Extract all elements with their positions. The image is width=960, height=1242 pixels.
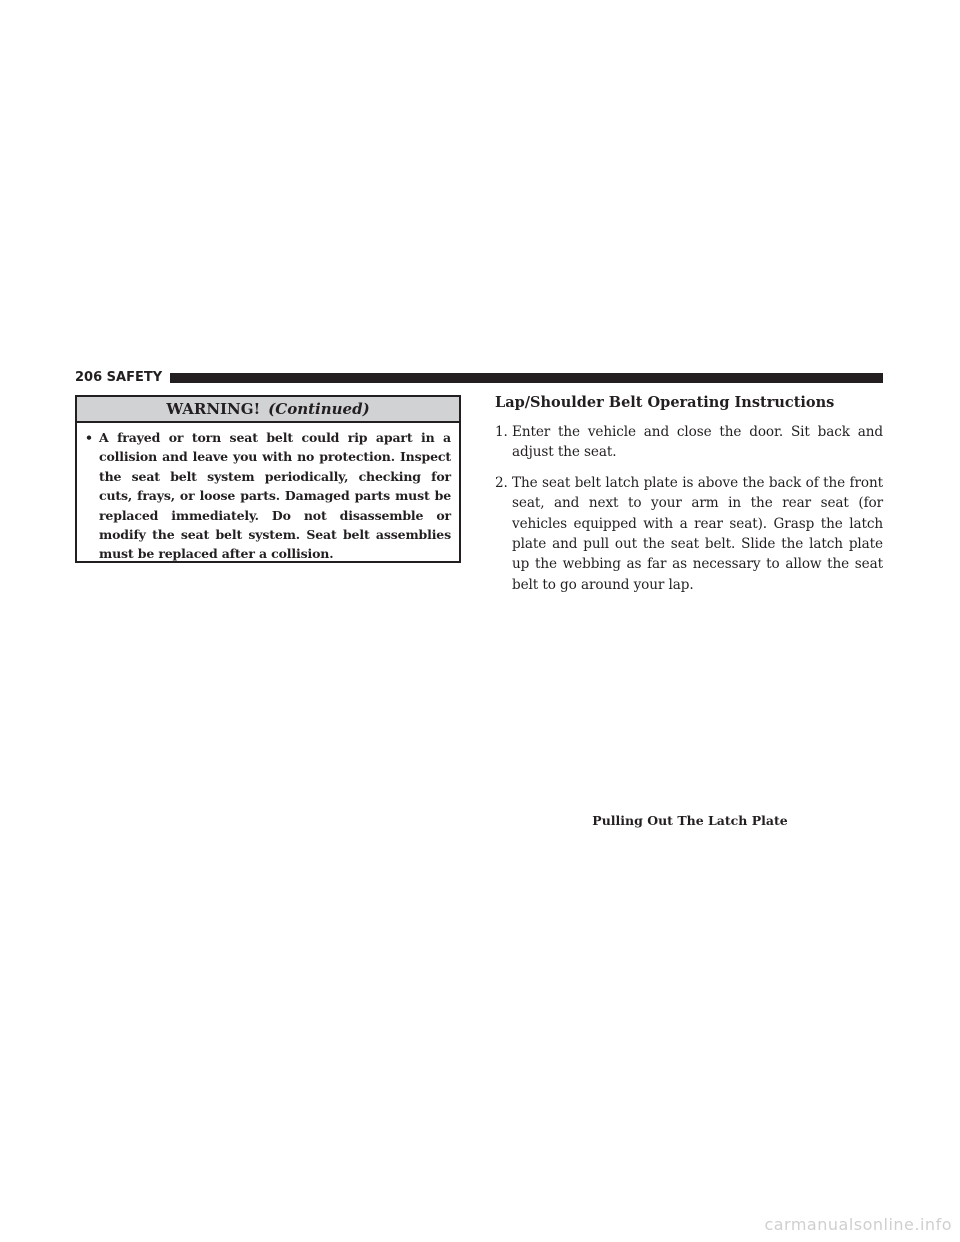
- header-rule: [170, 373, 883, 383]
- section-title: Lap/Shoulder Belt Operating Instructions: [495, 394, 835, 411]
- page-number-section: 206 SAFETY: [75, 370, 163, 385]
- figure-caption: Pulling Out The Latch Plate: [592, 813, 788, 828]
- step-item: [495, 473, 883, 595]
- step-item: [495, 422, 883, 463]
- bullet-icon: •: [85, 430, 93, 445]
- warning-body: [77, 423, 459, 564]
- warning-continued: (Continued): [268, 400, 370, 418]
- warning-box: [75, 395, 461, 563]
- step-text: The seat belt latch plate is above the back of the front seat, and next to your arm in the rear seat (for vehicles equipped with a rear seat). Grasp the latch plate and pull out the seat belt. Slide the latch plate up the webbing as far as necessary to allow the seat belt to go around your lap.: [512, 474, 883, 593]
- page-header: [75, 371, 883, 385]
- warning-title-bar: [77, 397, 459, 423]
- step-text: Enter the vehicle and close the door. Sit back and adjust the seat.: [512, 424, 883, 461]
- warning-text: A frayed or torn seat belt could rip apart in a collision and leave you with no protection. Inspect the seat belt system periodically, checking for cuts, frays, or loose parts. Damaged parts must be replaced immediately. Do not disassemble or modify the seat belt system. Seat belt assemblies must be replaced after a collision.: [99, 430, 451, 562]
- step-number: 1.: [495, 424, 508, 440]
- warning-title: WARNING!: [166, 400, 261, 418]
- instructions-column: [495, 393, 883, 605]
- watermark[interactable]: carmanualsonline.info: [764, 1215, 952, 1234]
- step-number: 2.: [495, 474, 508, 491]
